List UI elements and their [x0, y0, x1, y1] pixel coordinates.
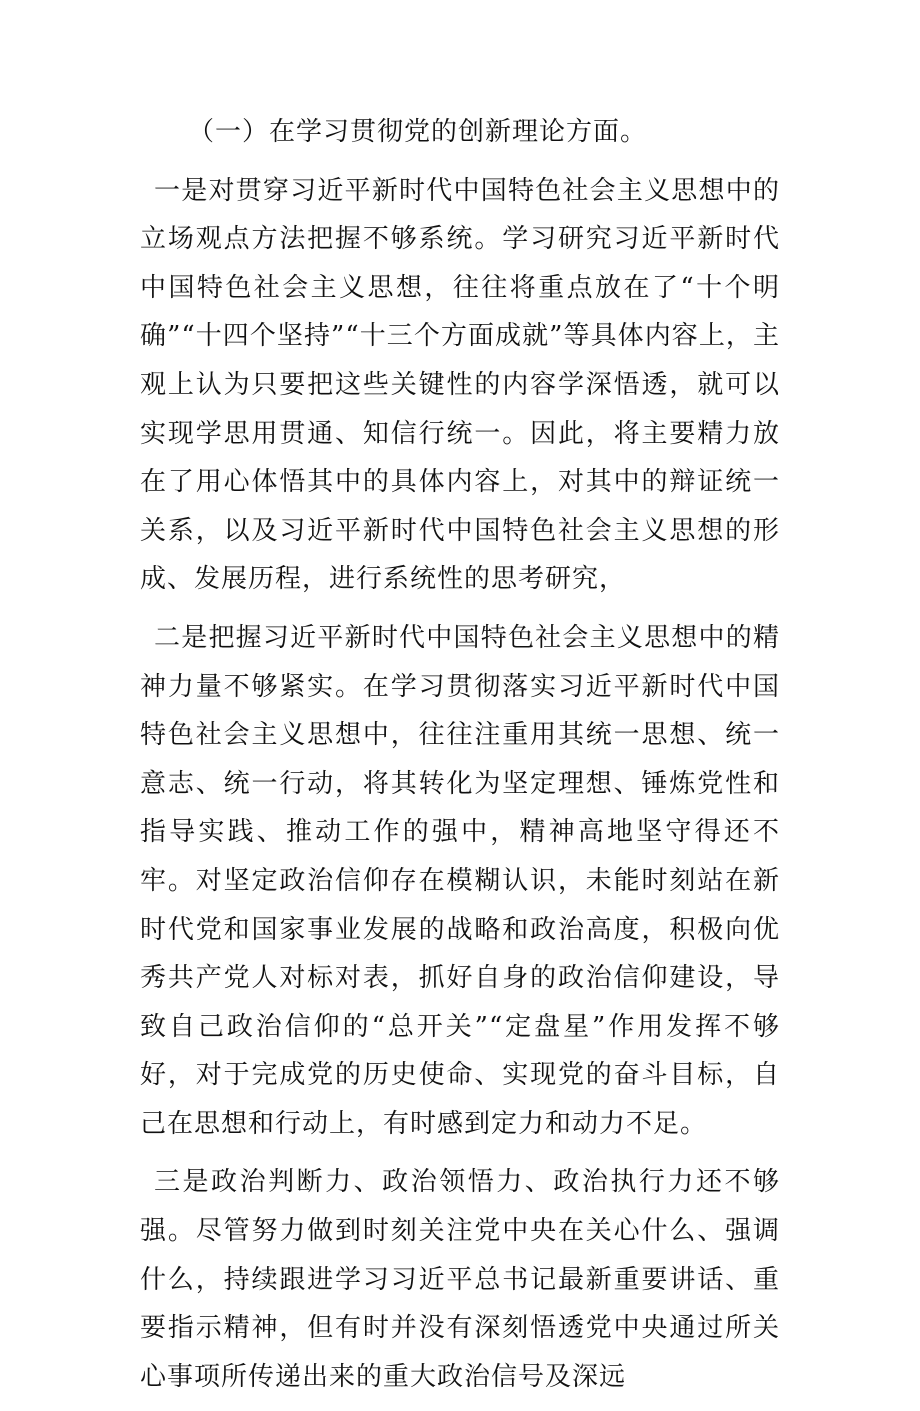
section-heading: （一）在学习贯彻党的创新理论方面。	[188, 117, 648, 147]
paragraph-2: 二是把握习近平新时代中国特色社会主义思想中的精神力量不够紧实。在学习贯彻落实习近平新时代中国特色社会主义思想中，往往注重用其统一思想、统一意志、统一行动，将其转化为坚定理想、锤炼党性和指导实践、推动工作的强中，精神高地坚守得还不牢。对坚定政治信仰存在模糊认识，未能时刻站在新时代党和国家事业发展的战略和政治高度，积极向优秀共产党人对标对表，抓好自身的政治信仰建设，导致自己政治信仰的“总开关”“定盘星”作用发挥不够好，对于完成党的历史使命、实现党的奋斗目标，自己在思想和行动上，有时感到定力和动力不足。	[140, 622, 780, 1139]
document-body	[140, 108, 780, 1411]
paragraph-1: 一是对贯穿习近平新时代中国特色社会主义思想中的立场观点方法把握不够系统。学习研究习近平新时代中国特色社会主义思想，往往将重点放在了“十个明确”“十四个坚持”“十三个方面成就”等具体内容上，主观上认为只要把这些关键性的内容学深悟透，就可以实现学思用贯通、知信行统一。因此，将主要精力放在了用心体悟其中的具体内容上，对其中的辩证统一关系，以及习近平新时代中国特色社会主义思想的形成、发展历程，进行系统性的思考研究，	[140, 175, 780, 595]
paragraph-3: 三是政治判断力、政治领悟力、政治执行力还不够强。尽管努力做到时刻关注党中央在关心什么、强调什么，持续跟进学习习近平总书记最新重要讲话、重要指示精神，但有时并没有深刻悟透党中央通过所关心事项所传递出来的重大政治信号及深远	[140, 1167, 780, 1392]
